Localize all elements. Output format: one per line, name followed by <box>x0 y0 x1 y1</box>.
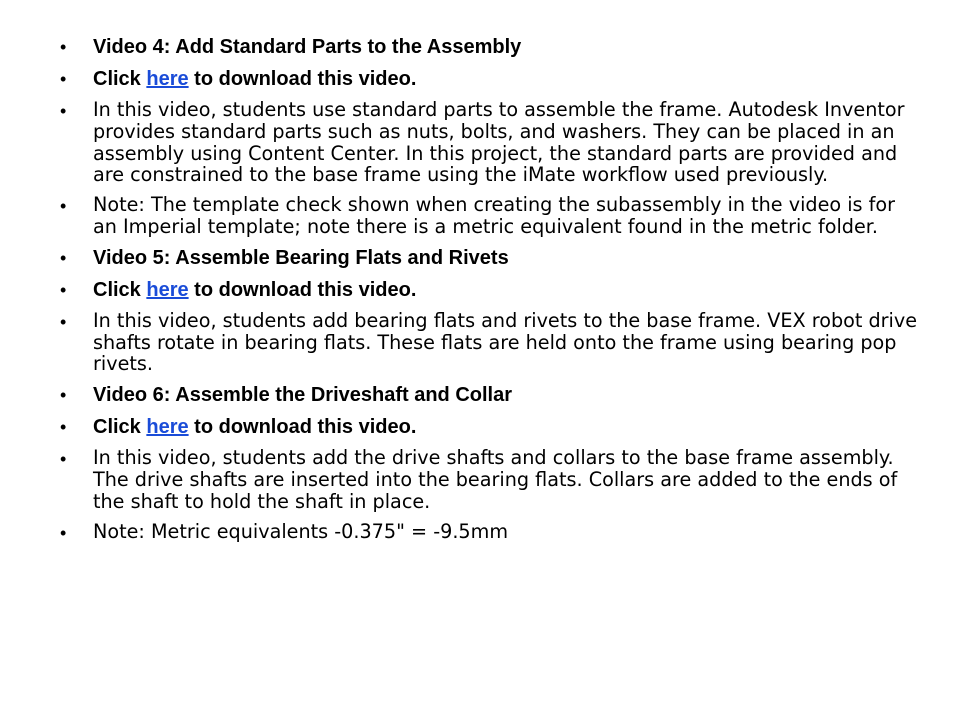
bullet-video5-download <box>60 278 920 302</box>
bullet-dot-icon: • <box>60 385 67 406</box>
video4-download-link[interactable]: here <box>146 68 189 90</box>
bullet-video6-description <box>60 447 920 512</box>
video4-download-line <box>93 67 920 91</box>
download-suffix: to download this video. <box>188 68 417 90</box>
bullet-video6-download <box>60 415 920 439</box>
bullet-dot-icon: • <box>60 449 67 470</box>
bullet-metric-note <box>60 521 920 543</box>
bullet-video4-title <box>60 35 920 59</box>
bullet-dot-icon: • <box>60 247 67 268</box>
download-prefix: Click <box>93 278 147 301</box>
video4-title: Video 4: Add Standard Parts to the Assembly <box>93 36 522 58</box>
bullet-dot-icon: • <box>60 37 67 57</box>
bullet-video4-description <box>60 99 920 186</box>
metric-note: Note: Metric equivalents -0.375" = -9.5mm <box>93 519 509 543</box>
bullet-video4-download <box>60 67 920 91</box>
video6-title: Video 6: Assemble the Driveshaft and Collar <box>93 384 513 407</box>
download-suffix: to download this video. <box>188 416 417 439</box>
bullet-dot-icon: • <box>60 522 67 543</box>
video5-description: In this video, students add bearing flats and rivets to the base frame. VEX robot drive shafts rotate in bearing flats. These flats are held onto the frame using bearing pop rivets. <box>93 308 918 376</box>
bullet-dot-icon: • <box>60 196 67 217</box>
download-suffix: to download this video. <box>188 278 417 301</box>
bullet-dot-icon: • <box>60 417 67 438</box>
bullet-dot-icon: • <box>60 101 67 121</box>
bullet-video5-title <box>60 246 920 270</box>
video5-download-link[interactable]: here <box>146 278 189 301</box>
bullet-list <box>60 35 920 550</box>
video6-description: In this video, students add the drive shafts and collars to the base frame assembly. The drive shafts are inserted into the bearing flats. Collars are added to the ends of the shaft to hold the shaft in place. <box>93 446 898 513</box>
bullet-video4-note <box>60 194 920 238</box>
video4-note: Note: The template check shown when creating the subassembly in the video is for an Imperial template; note there is a metric equivalent found in the metric folder. <box>93 193 896 238</box>
video5-download-line <box>93 278 920 302</box>
video4-description: In this video, students use standard parts to assemble the frame. Autodesk Inventor provides standard parts such as nuts, bolts, and washers. They can be placed in an assembly using Content Center. In this project, the standard parts are provided and are constrained to the base frame using the iMate workflow used previously. <box>93 98 905 187</box>
bullet-video5-description <box>60 310 920 375</box>
bullet-dot-icon: • <box>60 69 67 89</box>
video6-download-line <box>93 415 920 439</box>
video5-title: Video 5: Assemble Bearing Flats and Rivets <box>93 246 509 269</box>
download-prefix: Click <box>93 416 147 439</box>
download-prefix: Click <box>93 68 147 90</box>
video6-download-link[interactable]: here <box>146 416 189 439</box>
bullet-dot-icon: • <box>60 311 67 332</box>
bullet-video6-title <box>60 383 920 407</box>
bullet-dot-icon: • <box>60 279 67 300</box>
